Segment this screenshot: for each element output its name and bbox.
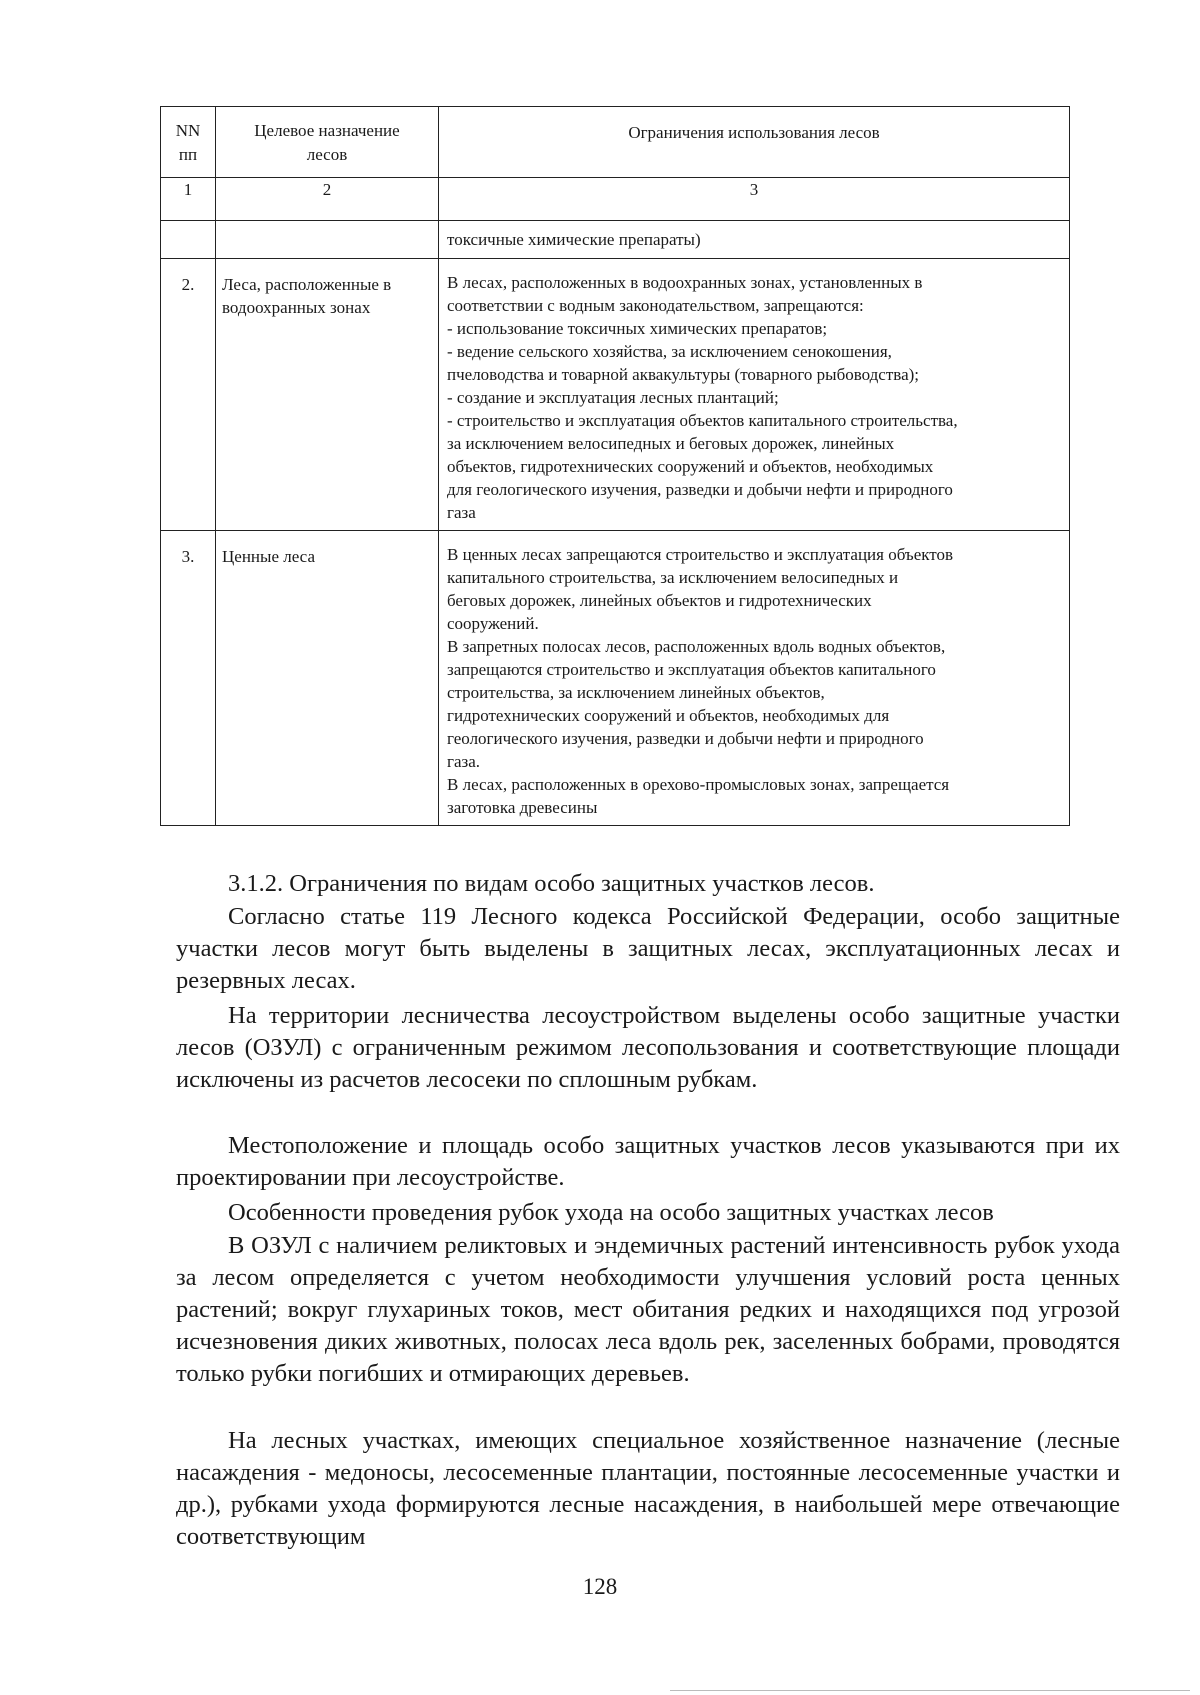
restriction-line: гидротехнических сооружений и объектов, необходимых для (447, 706, 890, 725)
restriction-line: запрещаются строительство и эксплуатация объектов капитального (447, 660, 936, 679)
restriction-line: геологического изучения, разведки и добычи нефти и природного (447, 729, 924, 748)
table-row (161, 259, 1070, 531)
page-number: 128 (582, 1574, 618, 1599)
purpose-cell (216, 259, 439, 531)
column-number-row (161, 178, 1070, 221)
restriction-line: - создание и эксплуатация лесных плантаций; (447, 388, 779, 407)
restriction-line: газа. (447, 752, 481, 771)
restriction-line: - использование токсичных химических препаратов; (447, 319, 828, 338)
header-restrictions-label: Ограничения использования лесов (628, 123, 880, 142)
column-number-1: 1 (161, 178, 216, 221)
header-cell-number (161, 107, 216, 178)
restriction-line: сооружений. (447, 614, 539, 633)
row-restrictions (439, 259, 1069, 530)
scan-edge-line (670, 1690, 1190, 1691)
row-purpose: Леса, расположенные в водоохранных зонах (222, 275, 392, 317)
restriction-line: объектов, гидротехнических сооружений и объектов, необходимых (447, 457, 934, 476)
section-heading: 3.1.2. Ограничения по видам особо защитных участков лесов. (228, 870, 875, 897)
restrictions-cell (439, 259, 1070, 531)
body-paragraph: Согласно статье 119 Лесного кодекса Российской Федерации, особо защитные участки лесов могут быть выделены в защитных лесах, эксплуатационных лесах и резервных лесах. (176, 903, 1120, 994)
continuation-text: токсичные химические препараты) (447, 230, 701, 249)
continuation-cell (439, 221, 1070, 259)
column-number-2: 2 (216, 178, 439, 221)
restriction-line: - строительство и эксплуатация объектов капитального строительства, (447, 411, 958, 430)
restriction-line: В лесах, расположенных в орехово-промысловых зонах, запрещается (447, 775, 950, 794)
row-number: 3. (181, 547, 195, 566)
body-paragraph: На лесных участках, имеющих специальное хозяйственное назначение (лесные насаждения - медоносы, лесосеменные плантации, постоянные лесосеменные участки и др.), рубками ухода формируются лесные насаждения, в наибольшей мере отвечающие соответствующим (176, 1427, 1120, 1550)
table-row (161, 531, 1070, 826)
restriction-line: газа (447, 503, 476, 522)
row-purpose: Ценные леса (222, 547, 315, 566)
restriction-line: для геологического изучения, разведки и добычи нефти и природного (447, 480, 953, 499)
body-paragraph: Местоположение и площадь особо защитных участков лесов указываются при их проектировании при лесоустройстве. (176, 1132, 1120, 1191)
restriction-line: беговых дорожек, линейных объектов и гидротехнических (447, 591, 872, 610)
table-header-row (161, 107, 1070, 178)
restriction-line: заготовка древесины (447, 798, 598, 817)
restriction-line: за исключением велосипедных и беговых дорожек, линейных (447, 434, 895, 453)
row-number: 2. (181, 275, 195, 294)
header-cell-purpose (216, 107, 439, 178)
forest-restrictions-table (160, 106, 1070, 826)
header-cell-restrictions (439, 107, 1070, 178)
restriction-line: В лесах, расположенных в водоохранных зонах, установленных в (447, 273, 923, 292)
restrictions-cell (439, 531, 1070, 826)
restriction-line: В ценных лесах запрещаются строительство и эксплуатация объектов (447, 545, 954, 564)
purpose-cell (216, 531, 439, 826)
column-number-3: 3 (439, 178, 1070, 221)
body-paragraph: В ОЗУЛ с наличием реликтовых и эндемичных растений интенсивность рубок ухода за лесом определяется с учетом необходимости улучшения условий роста ценных растений; вокруг глухариных токов, мест обитания редких и находящихся под угрозой исчезновения диких животных, полосах леса вдоль рек, заселенных бобрами, проводятся только рубки погибших и отмирающих деревьев. (176, 1232, 1120, 1387)
restriction-line: - ведение сельского хозяйства, за исключением сенокошения, (447, 342, 892, 361)
header-number-label: NN пп (175, 121, 201, 164)
restriction-line: В запретных полосах лесов, расположенных вдоль водных объектов, (447, 637, 946, 656)
body-paragraph: Особенности проведения рубок ухода на особо защитных участках лесов (228, 1199, 994, 1226)
restriction-line: пчеловодства и товарной аквакультуры (товарного рыбоводства); (447, 365, 920, 384)
table-row-continuation (161, 221, 1070, 259)
header-purpose-label: Целевое назначение лесов (254, 121, 400, 164)
body-paragraph: На территории лесничества лесоустройством выделены особо защитные участки лесов (ОЗУЛ) с ограниченным режимом лесопользования и соответствующие площади исключены из расчетов лесосеки по сплошным рубкам. (176, 1002, 1120, 1093)
row-number-cell (161, 531, 216, 826)
restriction-line: капитального строительства, за исключением велосипедных и (447, 568, 899, 587)
row-restrictions (439, 531, 1069, 825)
empty-cell (161, 221, 216, 259)
restriction-line: строительства, за исключением линейных объектов, (447, 683, 825, 702)
restriction-line: соответствии с водным законодательством, запрещаются: (447, 296, 864, 315)
empty-cell (216, 221, 439, 259)
row-number-cell (161, 259, 216, 531)
